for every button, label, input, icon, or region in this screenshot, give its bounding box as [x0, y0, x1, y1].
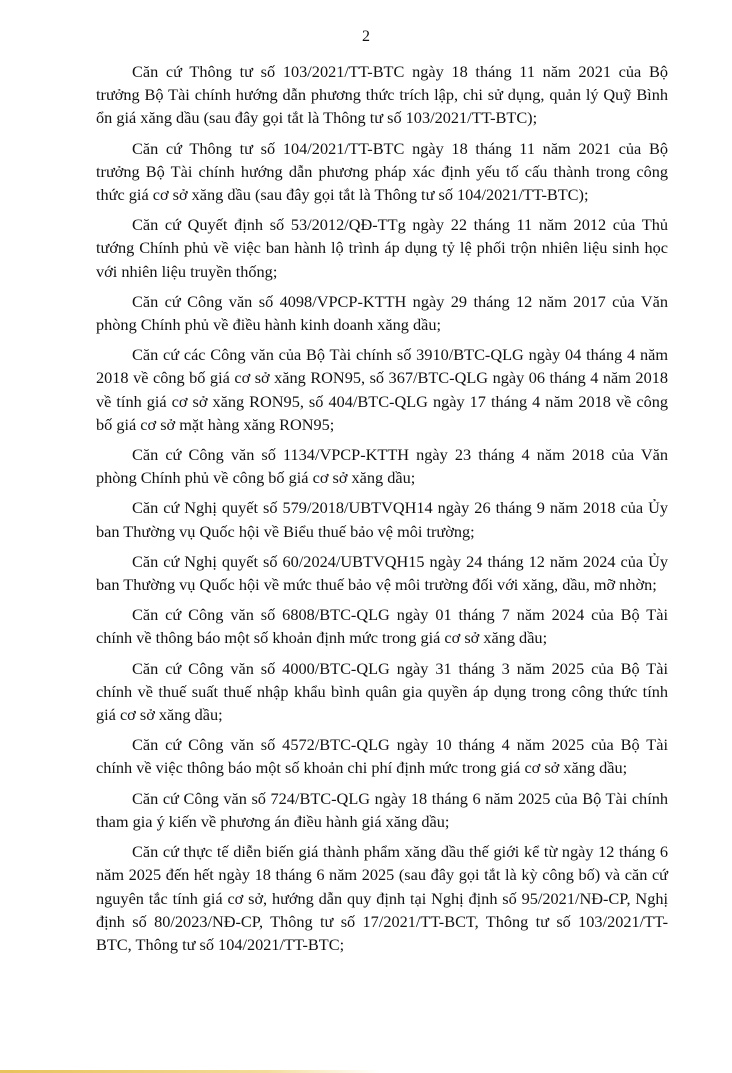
- paragraph-official-letter-4572: Căn cứ Công văn số 4572/BTC-QLG ngày 10 tháng 4 năm 2025 của Bộ Tài chính về việc thông báo một số khoản chi phí định mức trong giá cơ sở xăng dầu;: [96, 735, 668, 778]
- paragraph-official-letter-1134: Căn cứ Công văn số 1134/VPCP-KTTH ngày 23 tháng 4 năm 2018 của Văn phòng Chính phủ về công bố giá cơ sở xăng dầu;: [96, 445, 668, 488]
- document-body: [96, 60, 668, 963]
- paragraph-circular-103: Căn cứ Thông tư số 103/2021/TT-BTC ngày 18 tháng 11 năm 2021 của Bộ trưởng Bộ Tài chính hướng dẫn phương thức trích lập, chi sử dụng, quản lý Quỹ Bình ổn giá xăng dầu (sau đây gọi tắt là Thông tư số 103/2021/TT-BTC);: [96, 62, 668, 128]
- paragraph-decision-53: Căn cứ Quyết định số 53/2012/QĐ-TTg ngày 22 tháng 11 năm 2012 của Thủ tướng Chính phủ về việc ban hành lộ trình áp dụng tỷ lệ phối trộn nhiên liệu sinh học với nhiên liệu truyền thống;: [96, 215, 668, 281]
- paragraph-official-letter-4000: Căn cứ Công văn số 4000/BTC-QLG ngày 31 tháng 3 năm 2025 của Bộ Tài chính về thuế suất thuế nhập khẩu bình quân gia quyền áp dụng trong công thức tính giá cơ sở xăng dầu;: [96, 658, 668, 725]
- paragraph-official-letter-4098: Căn cứ Công văn số 4098/VPCP-KTTH ngày 29 tháng 12 năm 2017 của Văn phòng Chính phủ về điều hành kinh doanh xăng dầu;: [96, 291, 668, 335]
- paragraph-price-basis: Căn cứ thực tế diễn biến giá thành phẩm xăng dầu thế giới kể từ ngày 12 tháng 6 năm 2025 đến hết ngày 18 tháng 6 năm 2025 (sau đây gọi tắt là kỳ công bố) và căn cứ nguyên tắc tính giá cơ sở, hướng dẫn quy định tại Nghị định số 95/2021/NĐ-CP, Nghị định số 80/2023/NĐ-CP, Thông tư số 17/2021/TT-BCT, Thông tư số 103/2021/TT-BTC, Thông tư số 104/2021/TT-BTC;: [96, 842, 668, 954]
- paragraph-resolution-579: Căn cứ Nghị quyết số 579/2018/UBTVQH14 ngày 26 tháng 9 năm 2018 của Ủy ban Thường vụ Quốc hội về Biểu thuế bảo vệ môi trường;: [96, 498, 668, 541]
- page-number: 2: [362, 28, 370, 45]
- paragraph-circular-104: Căn cứ Thông tư số 104/2021/TT-BTC ngày 18 tháng 11 năm 2021 của Bộ trưởng Bộ Tài chính hướng dẫn phương pháp xác định yếu tố cấu thành trong công thức giá cơ sở xăng dầu (sau đây gọi tắt là Thông tư số 104/2021/TT-BTC);: [96, 138, 668, 205]
- paragraph-official-letters-3910: Căn cứ các Công văn của Bộ Tài chính số 3910/BTC-QLG ngày 04 tháng 4 năm 2018 về công bố giá cơ sở xăng RON95, số 367/BTC-QLG ngày 06 tháng 4 năm 2018 về tính giá cơ sở xăng RON95, số 404/BTC-QLG ngày 17 tháng 4 năm 2018 về công bố giá cơ sở mặt hàng xăng RON95;: [96, 345, 668, 434]
- paragraph-resolution-60: Căn cứ Nghị quyết số 60/2024/UBTVQH15 ngày 24 tháng 12 năm 2024 của Ủy ban Thường vụ Quốc hội về mức thuế bảo vệ môi trường đối với xăng, dầu, mỡ nhờn;: [96, 551, 668, 595]
- paragraph-official-letter-6808: Căn cứ Công văn số 6808/BTC-QLG ngày 01 tháng 7 năm 2024 của Bộ Tài chính về thông báo một số khoản định mức trong giá cơ sở xăng dầu;: [96, 605, 668, 648]
- paragraph-official-letter-724: Căn cứ Công văn số 724/BTC-QLG ngày 18 tháng 6 năm 2025 của Bộ Tài chính tham gia ý kiến về phương án điều hành giá xăng dầu;: [96, 788, 668, 831]
